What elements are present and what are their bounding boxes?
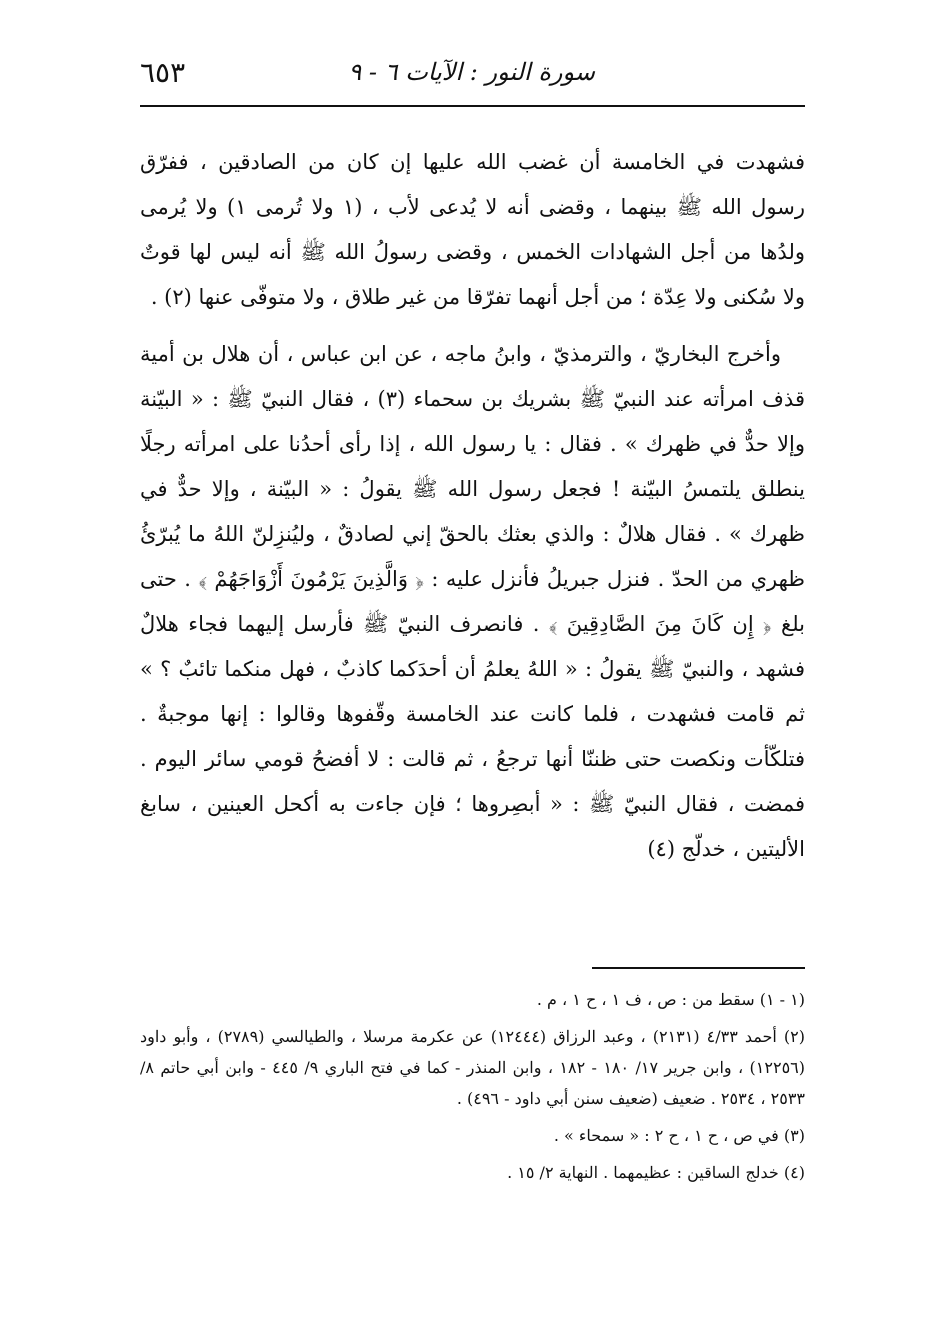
footnote-3: (٣) في ص ، ح ١ ، ح ٢ : « سمحاء » . — [553, 1126, 805, 1145]
footnote-2: (٢) أحمد ٤/٣٣ (٢١٣١) ، وعبد الرزاق (١٢٤٤٤) عن عكرمة مرسلا ، والطيالسي (٢٧٨٩) ، وأبو داود (١٢٢٥٦) ، وابن جرير ١٧/ ١٨٠ - ١٨٢ ، وابن المنذر - كما في فتح الباري ٩/ ٤٤٥ - وابن أبي حاتم ٨/ ٢٥٣٣ ، ٢٥٣٤ . ضعيف (ضعيف سنن أبي داود - ٤٩٦) . — [140, 1027, 805, 1108]
footnote-4: (٤) خدلج الساقين : عظيمهما . النهاية ٢/ ١٥ . — [507, 1163, 805, 1182]
footnote-rule — [592, 967, 805, 969]
paragraph-1: فشهدت في الخامسة أن غضب الله عليها إن كان من الصادقين ، ففرّق رسول الله ﷺ بينهما ، وقضى أنه لا يُدعى لأب ، (١ ولا تُرمى ١) ولا يُرمى ولدُها من أجل الشهادات الخمس ، وقضى رسولُ الله ﷺ أنه ليس لها قوتٌ ولا سُكنى ولا عِدّة ؛ من أجل أنهما تفرّقا من غير طلاق ، ولا متوفّى عنها (٢) . — [140, 150, 805, 309]
page-header — [140, 56, 805, 100]
footnote-1: (١ - ١) سقط من : ص ، ف ١ ، ح ١ ، م . — [536, 990, 805, 1009]
running-title: سورة النور : الآيات ٦ - ٩ — [348, 58, 595, 86]
footnotes — [140, 984, 805, 1194]
page-number: ٦٥٣ — [140, 56, 186, 89]
paragraph-2: وأخرج البخاريّ ، والترمذيّ ، وابنُ ماجه ، عن ابن عباس ، أن هلال بن أمية قذف امرأته عند النبيّ ﷺ بشريك بن سحماء (٣) ، فقال النبيّ ﷺ : « البيّنة وإلا حدٌّ في ظهرك » . فقال : يا رسول الله ، إذا رأى أحدُنا على امرأته رجلًا ينطلق يلتمسُ البيّنة ! فجعل رسول الله ﷺ يقولُ : « البيّنة ، وإلا حدٌّ في ظهرك » . فقال هلالٌ : والذي بعثك بالحقّ إني لصادقٌ ، وليُنزِلنّ اللهُ ما يُبرّئُ ظهري من الحدّ . فنزل جبريلُ فأنزل عليه : ﴿ وَالَّذِينَ يَرْمُونَ أَزْوَاجَهُمْ ﴾ . حتى بلغ ﴿ إِن كَانَ مِنَ الصَّادِقِينَ ﴾ . فانصرف النبيّ ﷺ فأرسل إليهما فجاء هلالٌ فشهد ، والنبيّ ﷺ يقولُ : « اللهُ يعلمُ أن أحدَكما كاذبٌ ، فهل منكما تائبٌ ؟ » ثم قامت فشهدت ، فلما كانت عند الخامسة وقّفوها وقالوا : إنها موجبةٌ . فتلكّأت ونكصت حتى ظننّا أنها ترجعُ ، ثم قالت : لا أفضحُ قومي سائر اليوم . فمضت ، فقال النبيّ ﷺ : « أبصِروها ؛ فإن جاءت به أكحل العينين ، سابغ الأليتين ، خدلّج (٤) — [140, 342, 805, 861]
body-text — [140, 140, 805, 884]
header-rule — [140, 105, 805, 107]
